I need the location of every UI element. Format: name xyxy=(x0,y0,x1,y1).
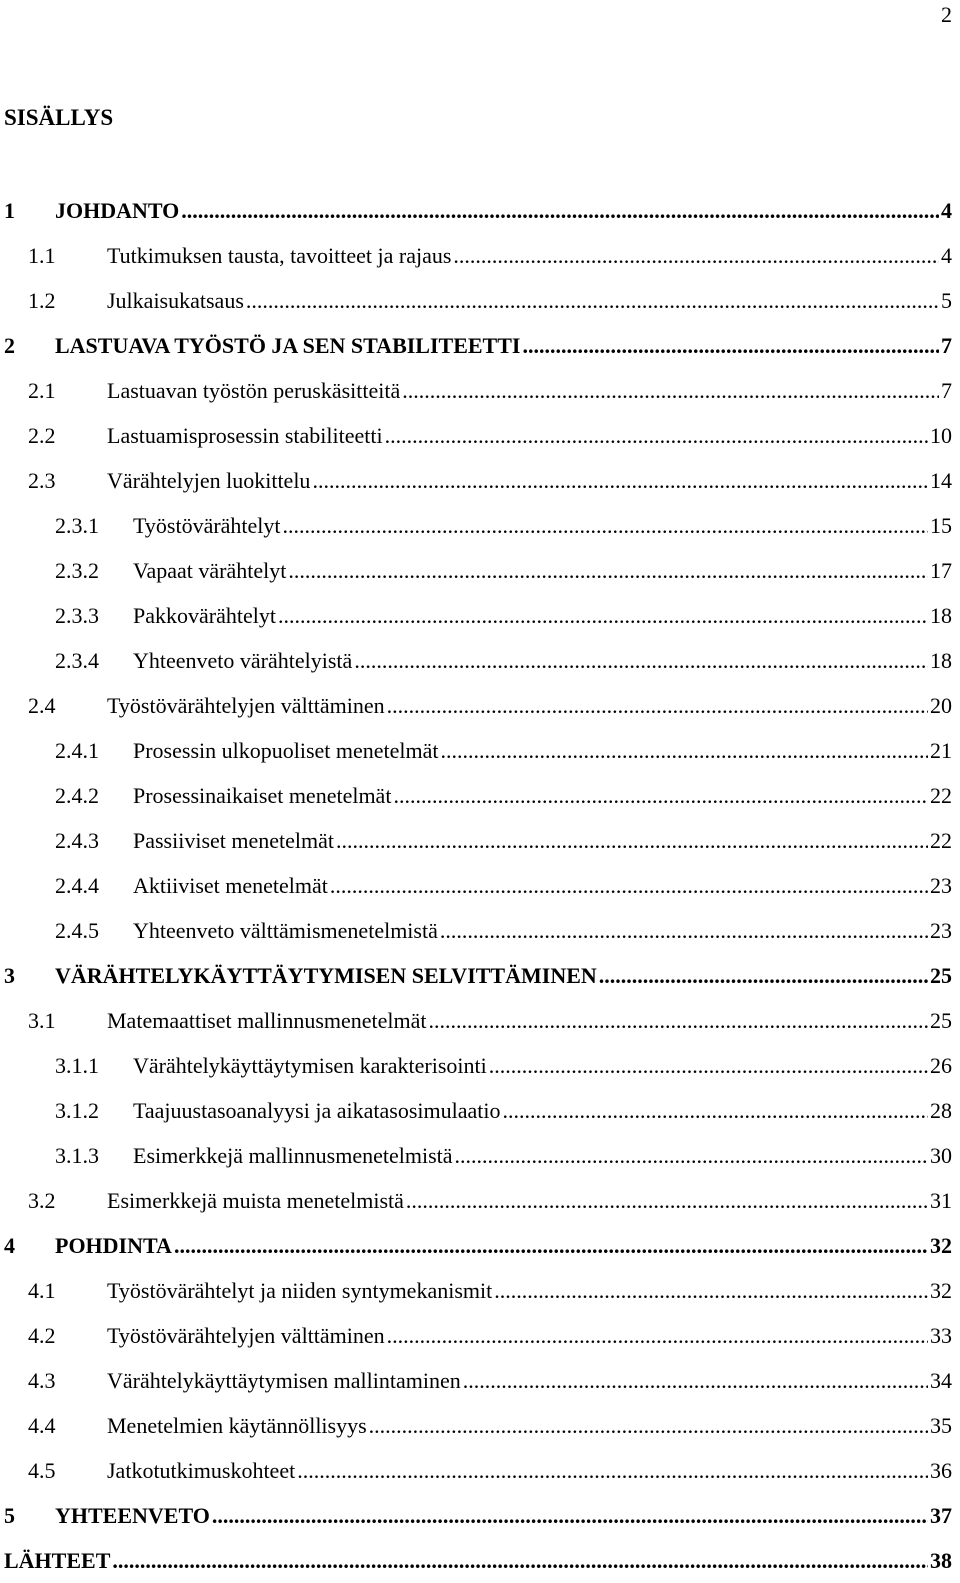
toc-entry[interactable] xyxy=(0,413,960,458)
toc-entry-number: 2.4.4 xyxy=(55,872,99,898)
toc-entry-title: Lastuamisprosessin stabiliteetti xyxy=(107,422,383,448)
toc-entry[interactable] xyxy=(0,1448,960,1493)
toc-entry-line xyxy=(133,738,952,764)
toc-entry[interactable] xyxy=(0,458,960,503)
toc-entry-line xyxy=(133,558,952,584)
toc-entry-title: Menetelmien käytännöllisyys xyxy=(107,1412,367,1438)
toc-entry[interactable] xyxy=(0,1178,960,1223)
toc-entry-number: 3.1.1 xyxy=(55,1052,99,1078)
dot-leader xyxy=(489,1053,928,1079)
dot-leader xyxy=(246,288,939,314)
toc-entry-title: VÄRÄHTELYKÄYTTÄYTYMISEN SELVITTÄMINEN xyxy=(55,962,597,988)
dot-leader xyxy=(181,198,939,224)
toc-entry-number: 2.2 xyxy=(28,422,56,448)
toc-entry[interactable] xyxy=(0,1133,960,1178)
dot-leader xyxy=(441,738,928,764)
toc-entry-number: 2.3 xyxy=(28,467,56,493)
toc-entry-title: Prosessin ulkopuoliset menetelmät xyxy=(133,737,439,763)
toc-entry-number: 1.2 xyxy=(28,287,56,313)
toc-entry-title: Matemaattiset mallinnusmenetelmät xyxy=(107,1007,427,1033)
toc-entry-line xyxy=(55,963,952,989)
toc-entry[interactable] xyxy=(0,1538,960,1583)
toc-entry-line xyxy=(107,243,952,269)
toc-entry[interactable] xyxy=(0,728,960,773)
dot-leader xyxy=(440,918,928,944)
toc-entry-title: Prosessinaikaiset menetelmät xyxy=(133,782,392,808)
toc-entry-page: 30 xyxy=(930,1142,952,1168)
toc-entry-page: 34 xyxy=(930,1367,952,1393)
toc-entry[interactable] xyxy=(0,1403,960,1448)
toc-entry-title: Värähtelykäyttäytymisen mallintaminen xyxy=(107,1367,461,1393)
toc-entry-page: 18 xyxy=(930,602,952,628)
toc-entry[interactable] xyxy=(0,863,960,908)
toc-entry-page: 4 xyxy=(941,242,952,268)
dot-leader xyxy=(455,1143,928,1169)
toc-entry-page: 23 xyxy=(930,917,952,943)
toc-entry-line xyxy=(133,1098,952,1124)
toc-entry-number: 4.2 xyxy=(28,1322,56,1348)
toc-entry-line xyxy=(4,1548,952,1574)
toc-entry-page: 32 xyxy=(930,1232,952,1258)
toc-entry-line xyxy=(107,693,952,719)
toc-entry-line xyxy=(55,198,952,224)
toc-entry-page: 5 xyxy=(941,287,952,313)
toc-entry-title: Esimerkkejä muista menetelmistä xyxy=(107,1187,404,1213)
dot-leader xyxy=(463,1368,928,1394)
toc-entry-title: Jatkotutkimuskohteet xyxy=(107,1457,296,1483)
toc-entry-line xyxy=(107,468,952,494)
toc-entry-title: YHTEENVETO xyxy=(55,1502,210,1528)
toc-entry-line xyxy=(107,378,952,404)
toc-entry[interactable] xyxy=(0,278,960,323)
toc-entry-line xyxy=(133,1143,952,1169)
toc-entry-line xyxy=(55,1233,952,1259)
dot-leader xyxy=(393,783,928,809)
toc-entry-line xyxy=(133,828,952,854)
toc-entry-page: 31 xyxy=(930,1187,952,1213)
toc-entry-line xyxy=(55,333,952,359)
dot-leader xyxy=(369,1413,928,1439)
toc-entry-page: 36 xyxy=(930,1457,952,1483)
toc-entry[interactable] xyxy=(0,1358,960,1403)
toc-entry[interactable] xyxy=(0,773,960,818)
toc-entry-page: 7 xyxy=(941,377,952,403)
dot-leader xyxy=(429,1008,928,1034)
toc-entry-title: LASTUAVA TYÖSTÖ JA SEN STABILITEETTI xyxy=(55,332,521,358)
toc-entry-line xyxy=(107,1008,952,1034)
dot-leader xyxy=(406,1188,928,1214)
toc-entry-page: 23 xyxy=(930,872,952,898)
toc-entry-line xyxy=(107,1278,952,1304)
toc-entry-page: 35 xyxy=(930,1412,952,1438)
toc-entry-page: 14 xyxy=(930,467,952,493)
toc-entry-title: Lastuavan työstön peruskäsitteitä xyxy=(107,377,401,403)
toc-entry-page: 25 xyxy=(930,1007,952,1033)
dot-leader xyxy=(336,828,928,854)
toc-entry-line xyxy=(133,603,952,629)
toc-entry-number: 5 xyxy=(4,1502,15,1528)
toc-entry-number: 3.2 xyxy=(28,1187,56,1213)
toc-entry-line xyxy=(107,423,952,449)
toc-entry-line xyxy=(107,1413,952,1439)
toc-entry-number: 3 xyxy=(4,962,15,988)
toc-entry-page: 25 xyxy=(930,962,952,988)
toc-entry[interactable] xyxy=(0,1223,960,1268)
toc-entry-number: 3.1.2 xyxy=(55,1097,99,1123)
dot-leader xyxy=(402,378,939,404)
dot-leader xyxy=(387,693,928,719)
toc-entry-number: 1.1 xyxy=(28,242,56,268)
toc-entry-title: Työstövärähtelyt ja niiden syntymekanismit xyxy=(107,1277,493,1303)
toc-entry[interactable] xyxy=(0,323,960,368)
toc-entry-page: 20 xyxy=(930,692,952,718)
toc-entry-title: Passiiviset menetelmät xyxy=(133,827,335,853)
toc-entry-page: 38 xyxy=(930,1547,952,1573)
toc-entry[interactable] xyxy=(0,188,960,233)
dot-leader xyxy=(522,333,939,359)
toc-entry-title: Värähtelyjen luokittelu xyxy=(107,467,311,493)
toc-entry-line xyxy=(133,1053,952,1079)
toc-entry-page: 15 xyxy=(930,512,952,538)
toc-entry-line xyxy=(133,513,952,539)
toc-entry-number: 2.4.5 xyxy=(55,917,99,943)
table-of-contents xyxy=(0,188,960,1583)
toc-entry-title: POHDINTA xyxy=(55,1232,172,1258)
dot-leader xyxy=(330,873,928,899)
dot-leader xyxy=(494,1278,928,1304)
toc-entry-number: 3.1.3 xyxy=(55,1142,99,1168)
toc-entry-line xyxy=(133,783,952,809)
dot-leader xyxy=(385,423,928,449)
dot-leader xyxy=(278,603,928,629)
toc-entry-page: 21 xyxy=(930,737,952,763)
toc-entry-number: 2.1 xyxy=(28,377,56,403)
toc-heading: SISÄLLYS xyxy=(4,105,114,130)
toc-entry[interactable] xyxy=(0,683,960,728)
dot-leader xyxy=(502,1098,928,1124)
toc-entry-page: 4 xyxy=(941,197,952,223)
toc-entry-number: 4.4 xyxy=(28,1412,56,1438)
toc-entry[interactable] xyxy=(0,908,960,953)
dot-leader xyxy=(387,1323,928,1349)
toc-entry[interactable] xyxy=(0,233,960,278)
toc-entry[interactable] xyxy=(0,1313,960,1358)
toc-entry-title: Esimerkkejä mallinnusmenetelmistä xyxy=(133,1142,453,1168)
toc-entry[interactable] xyxy=(0,818,960,863)
toc-entry-number: 4.3 xyxy=(28,1367,56,1393)
toc-entry[interactable] xyxy=(0,1268,960,1313)
toc-entry[interactable] xyxy=(0,998,960,1043)
dot-leader xyxy=(599,963,928,989)
toc-entry-line xyxy=(55,1503,952,1529)
toc-entry[interactable] xyxy=(0,503,960,548)
toc-entry-title: Taajuustasoanalyysi ja aikatasosimulaatio xyxy=(133,1097,501,1123)
toc-entry-page: 37 xyxy=(930,1502,952,1528)
toc-entry-title: Pakkovärähtelyt xyxy=(133,602,276,628)
toc-entry[interactable] xyxy=(0,953,960,998)
toc-entry-title: Aktiiviset menetelmät xyxy=(133,872,328,898)
toc-entry-title: Värähtelykäyttäytymisen karakterisointi xyxy=(133,1052,487,1078)
toc-entry-page: 22 xyxy=(930,782,952,808)
toc-entry-title: Työstövärähtelyjen välttäminen xyxy=(107,692,385,718)
toc-entry-page: 26 xyxy=(930,1052,952,1078)
toc-entry[interactable] xyxy=(0,1043,960,1088)
toc-entry-page: 33 xyxy=(930,1322,952,1348)
toc-entry-number: 3.1 xyxy=(28,1007,56,1033)
toc-entry-number: 4.5 xyxy=(28,1457,56,1483)
toc-entry[interactable] xyxy=(0,593,960,638)
toc-entry-line xyxy=(107,1458,952,1484)
toc-entry-page: 17 xyxy=(930,557,952,583)
toc-entry-number: 2.3.1 xyxy=(55,512,99,538)
toc-entry-line xyxy=(107,288,952,314)
toc-entry-title: Julkaisukatsaus xyxy=(107,287,244,313)
toc-entry-number: 2.3.3 xyxy=(55,602,99,628)
toc-entry-number: 2.3.4 xyxy=(55,647,99,673)
toc-entry-page: 22 xyxy=(930,827,952,853)
toc-entry-line xyxy=(133,918,952,944)
toc-entry[interactable] xyxy=(0,368,960,413)
toc-entry-line xyxy=(107,1323,952,1349)
toc-entry[interactable] xyxy=(0,1088,960,1133)
toc-entry-page: 10 xyxy=(930,422,952,448)
toc-entry-number: 4.1 xyxy=(28,1277,56,1303)
toc-entry-page: 28 xyxy=(930,1097,952,1123)
toc-entry-title: Työstövärähtelyjen välttäminen xyxy=(107,1322,385,1348)
toc-entry-line xyxy=(133,873,952,899)
toc-entry-title: Tutkimuksen tausta, tavoitteet ja rajaus xyxy=(107,242,452,268)
toc-entry-number: 2.4 xyxy=(28,692,56,718)
toc-entry-page: 18 xyxy=(930,647,952,673)
toc-entry-title: LÄHTEET xyxy=(4,1547,111,1573)
toc-entry-number: 1 xyxy=(4,197,15,223)
toc-entry-title: Yhteenveto välttämismenetelmistä xyxy=(133,917,438,943)
page-number: 2 xyxy=(941,2,952,27)
dot-leader xyxy=(297,1458,928,1484)
toc-entry-line xyxy=(107,1188,952,1214)
toc-entry-number: 2.3.2 xyxy=(55,557,99,583)
toc-entry-number: 2.4.3 xyxy=(55,827,99,853)
dot-leader xyxy=(112,1548,928,1574)
dot-leader xyxy=(354,648,928,674)
toc-entry-number: 2.4.2 xyxy=(55,782,99,808)
toc-entry-number: 4 xyxy=(4,1232,15,1258)
toc-entry-title: Vapaat värähtelyt xyxy=(133,557,287,583)
dot-leader xyxy=(283,513,928,539)
toc-entry-title: JOHDANTO xyxy=(55,197,180,223)
toc-entry-page: 7 xyxy=(941,332,952,358)
dot-leader xyxy=(174,1233,928,1259)
toc-entry[interactable] xyxy=(0,1493,960,1538)
toc-entry-title: Työstövärähtelyt xyxy=(133,512,281,538)
dot-leader xyxy=(288,558,928,584)
dot-leader xyxy=(212,1503,928,1529)
toc-entry-title: Yhteenveto värähtelyistä xyxy=(133,647,353,673)
toc-entry-line xyxy=(107,1368,952,1394)
toc-entry-page: 32 xyxy=(930,1277,952,1303)
toc-entry[interactable] xyxy=(0,548,960,593)
dot-leader xyxy=(312,468,928,494)
toc-entry-line xyxy=(133,648,952,674)
toc-entry[interactable] xyxy=(0,638,960,683)
toc-entry-number: 2 xyxy=(4,332,15,358)
toc-entry-number: 2.4.1 xyxy=(55,737,99,763)
dot-leader xyxy=(453,243,939,269)
